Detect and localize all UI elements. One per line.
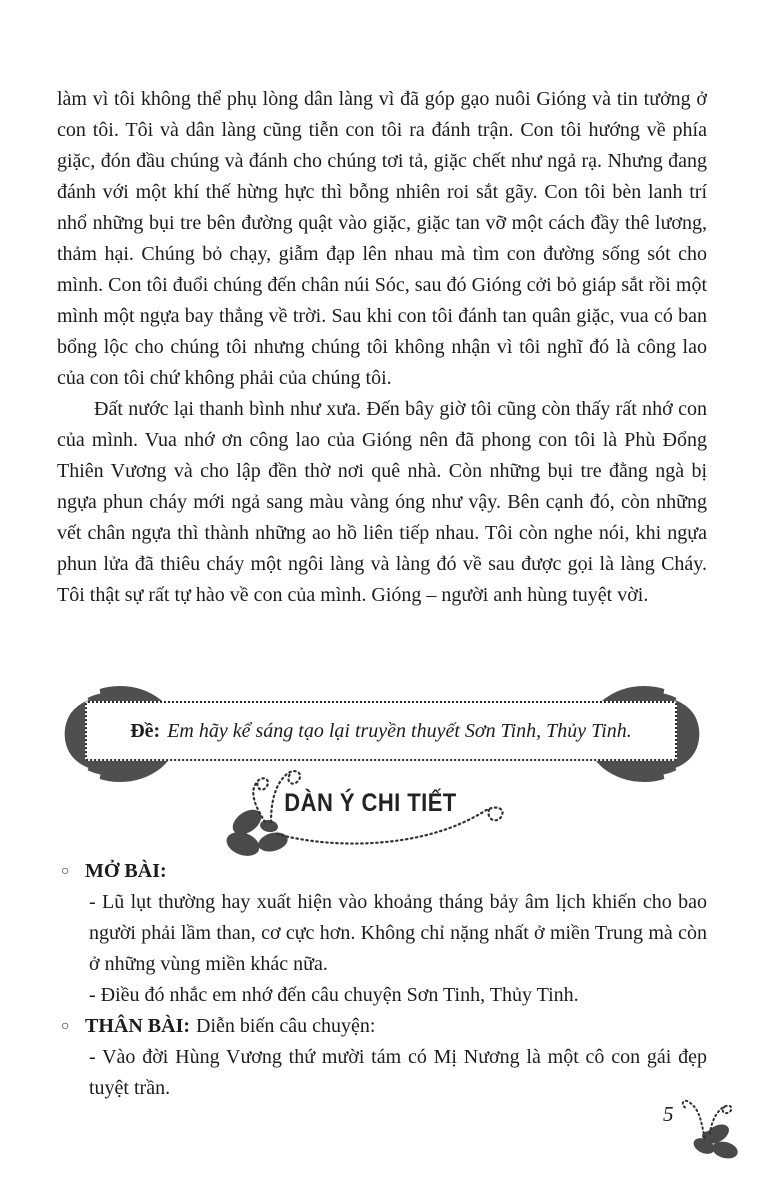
outline-heading-suffix: Diễn biến câu chuyện: — [196, 1015, 376, 1037]
outline-item: - Lũ lụt thường hay xuất hiện vào khoảng tháng bảy âm lịch khiến cho bao người phải lầm than, cơ cực hơn. Không chỉ nặng nhất ở miền Trung mà còn ở những vùng miền khác nữa. — [89, 891, 707, 975]
outline-section-mo-bai — [57, 856, 707, 1011]
page-number: 5 — [663, 1102, 674, 1126]
story-paragraph: làm vì tôi không thể phụ lòng dân làng vì đã góp gạo nuôi Gióng và tin tưởng ở con tôi. Tôi và dân làng cũng tiễn con tôi ra đánh trận. Con tôi hướng về phía giặc, đón đầu chúng và đánh cho chúng tơi tả, giặc chết như ngả rạ. Nhưng đang đánh với một khí thế hừng hực thì bỗng nhiên roi sắt gãy. Con tôi bèn lanh trí nhổ những bụi tre bên đường quật vào giặc, giặc tan vỡ một cách đầy thê lương, thảm hại. Chúng bỏ chạy, giẫm đạp lên nhau mà tìm con đường sống sót cho mình. Con tôi đuổi chúng đến chân núi Sóc, sau đó Gióng cởi bỏ giáp sắt rồi một mình một ngựa bay thẳng về trời. Sau khi con tôi đánh tan quân giặc, vua có ban bổng lộc cho chúng tôi nhưng chúng tôi không nhận vì tôi nghĩ đó là công lao của con tôi chứ không phải của chúng tôi. — [57, 88, 707, 389]
circle-bullet-icon: ○ — [61, 864, 70, 879]
prompt-text: Em hãy kể sáng tạo lại truyền thuyết Sơn Tinh, Thủy Tinh. — [167, 719, 632, 742]
outline-section-heading — [57, 1011, 707, 1042]
story-paragraph: Đất nước lại thanh bình như xưa. Đến bây giờ tôi cũng còn thấy rất nhớ con của mình. Vua nhớ ơn công lao của Gióng nên đã phong con tôi là Phù Đổng Thiên Vương và cho lập đền thờ nơi quê nhà. Còn những bụi tre đằng ngà bị ngựa phun cháy mới ngả sang màu vàng óng như vậy. Bên cạnh đó, còn những vết chân ngựa thì thành những ao hồ liên tiếp nhau. Tôi còn nghe nói, khi ngựa phun lửa đã thiêu cháy một ngôi làng và làng đó về sau được gọi là làng Cháy. Tôi thật sự rất tự hào về con của mình. Gióng – người anh hùng tuyệt vời. — [57, 398, 707, 606]
outline-heading-text: MỞ BÀI: — [85, 860, 167, 882]
footer-butterfly-icon — [677, 1092, 743, 1166]
outline-section-than-bai — [57, 1011, 707, 1104]
outline-section-heading — [57, 856, 707, 887]
outline-item: - Điều đó nhắc em nhớ đến câu chuyện Sơn Tinh, Thủy Tinh. — [89, 984, 579, 1006]
outline-heading-text: THÂN BÀI: — [85, 1015, 191, 1037]
prompt-box — [85, 701, 677, 761]
story-text — [57, 84, 707, 611]
page-footer — [655, 1092, 755, 1167]
circle-bullet-icon: ○ — [61, 1019, 70, 1034]
outline-item: - Vào đời Hùng Vương thứ mười tám có Mị Nương là một cô con gái đẹp tuyệt trần. — [89, 1046, 707, 1099]
prompt-label: Đề: — [130, 719, 161, 742]
outline-list — [57, 856, 707, 1104]
outline-title: DÀN Ý CHI TIẾT — [284, 789, 457, 817]
